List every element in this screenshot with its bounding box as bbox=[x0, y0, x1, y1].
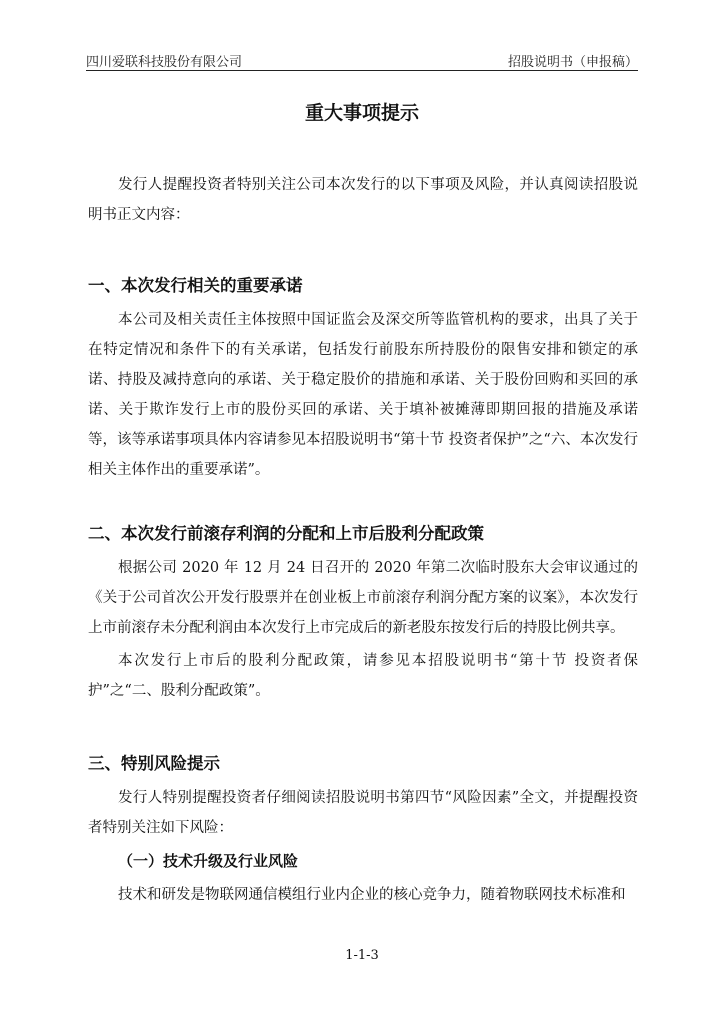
header-company: 四川爱联科技股份有限公司 bbox=[86, 55, 243, 70]
page-header bbox=[86, 48, 638, 71]
section-1-paragraph: 本公司及相关责任主体按照中国证监会及深交所等监管机构的要求，出具了关于在特定情况和条件下的有关承诺，包括发行前股东所持股份的限售安排和锁定的承诺、持股及减持意向的承诺、关于稳定股价的措施和承诺、关于股份回购和买回的承诺、关于欺诈发行上市的股份买回的承诺、关于填补被摊薄即期回报的措施及承诺等，该等承诺事项具体内容请参见本招股说明书“第十节 投资者保护”之“六、本次发行相关主体作出的重要承诺”。 bbox=[88, 312, 638, 478]
page-title: 重大事项提示 bbox=[304, 102, 419, 124]
subsection-1-paragraph: 技术和研发是物联网通信模组行业内企业的核心竞争力，随着物联网技术标准和 bbox=[118, 887, 626, 903]
header-doc-type: 招股说明书（申报稿） bbox=[507, 55, 638, 70]
section-3-paragraph: 发行人特别提醒投资者仔细阅读招股说明书第四节“风险因素”全文，并提醒投资者特别关注如下风险： bbox=[88, 790, 638, 836]
page-number: 1-1-3 bbox=[345, 948, 379, 963]
section-heading-2: 二、本次发行前滚存利润的分配和上市后股利分配政策 bbox=[88, 524, 484, 543]
section-heading-3: 三、特别风险提示 bbox=[88, 754, 220, 773]
section-2-paragraph-1: 根据公司 2020 年 12 月 24 日召开的 2020 年第二次临时股东大会审议通过的《关于公司首次公开发行股票并在创业板上市前滚存利润分配方案的议案》，本次发行上市前滚存未分配利润由本次发行上市完成后的新老股东按发行后的持股比例共享。 bbox=[88, 560, 638, 636]
intro-paragraph: 发行人提醒投资者特别关注公司本次发行的以下事项及风险，并认真阅读招股说明书正文内容： bbox=[88, 177, 638, 223]
section-heading-1: 一、本次发行相关的重要承诺 bbox=[88, 276, 303, 295]
subsection-heading-1: （一）技术升级及行业风险 bbox=[118, 852, 299, 870]
section-2-paragraph-2: 本次发行上市后的股利分配政策，请参见本招股说明书“第十节 投资者保护”之“二、股利分配政策”。 bbox=[88, 653, 638, 699]
